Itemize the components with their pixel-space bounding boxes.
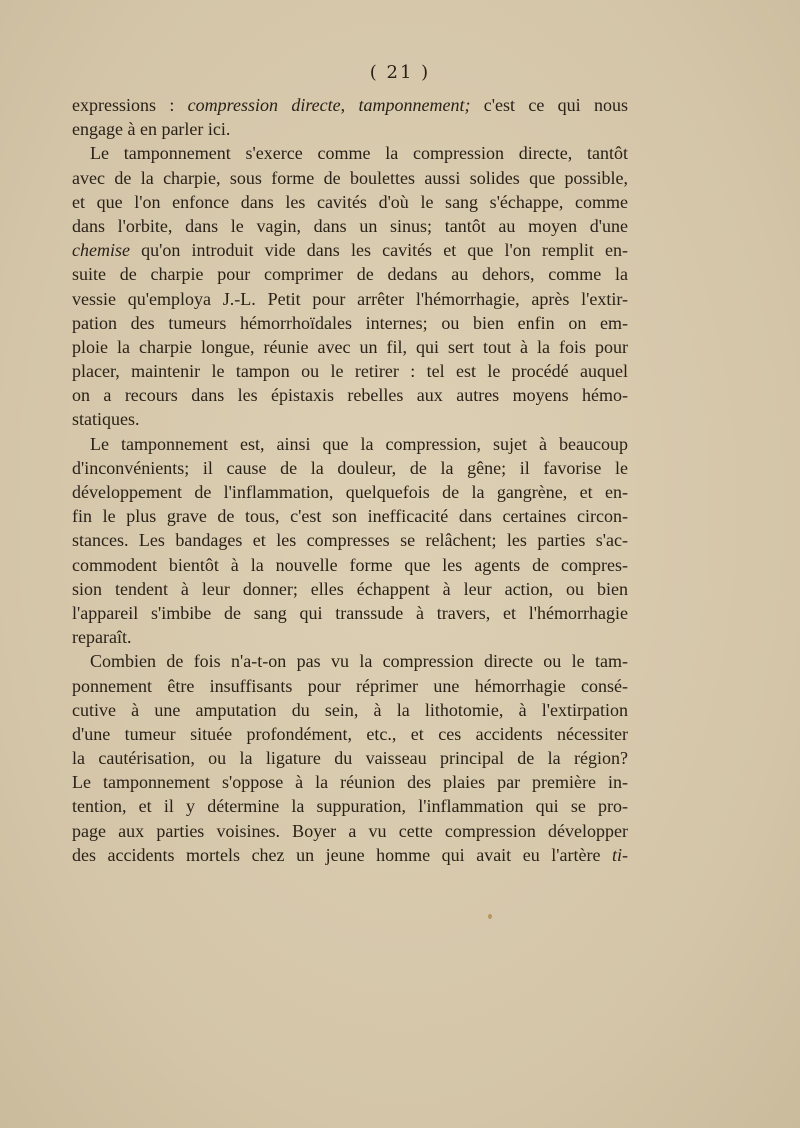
text-segment: vessie qu'employa J.-L. Petit pour arrêter l'hémorrhagie, après l'extir-	[72, 288, 628, 309]
text-line	[72, 625, 628, 649]
text-segment: Le tamponnement s'oppose à la réunion des plaies par première in-	[72, 772, 628, 793]
text-line	[72, 117, 628, 141]
text-line	[72, 722, 628, 746]
text-segment: Le tamponnement s'exerce comme la compression directe, tantôt	[90, 143, 628, 164]
italic-segment: ti-	[612, 844, 628, 865]
text-segment: ponnement être insuffisants pour réprimer une hémorrhagie consé-	[72, 675, 628, 696]
text-line	[72, 553, 628, 577]
text-line	[72, 480, 628, 504]
text-segment: qu'on introduit vide dans les cavités et que l'on remplit en-	[129, 240, 628, 261]
text-line	[72, 794, 628, 818]
italic-segment: tamponnement;	[358, 95, 471, 115]
text-segment: page aux parties voisines. Boyer a vu cette compression développer	[72, 820, 628, 841]
text-line	[72, 819, 628, 843]
text-segment: l'appareil s'imbibe de sang qui transsude à travers, et l'hémorrhagie	[72, 602, 628, 623]
text-line	[72, 238, 628, 262]
text-line	[72, 166, 628, 190]
text-segment: avec de la charpie, sous forme de boulettes aussi solides que possible,	[72, 167, 628, 188]
text-segment: ploie la charpie longue, réunie avec un fil, qui sert tout à la fois pour	[72, 336, 628, 357]
text-line	[72, 311, 628, 335]
text-line	[72, 674, 628, 698]
text-line	[72, 504, 628, 528]
text-line	[72, 698, 628, 722]
text-line	[72, 456, 628, 480]
text-segment: des accidents mortels chez un jeune homme qui avait eu l'artère	[72, 844, 612, 865]
text-line	[72, 432, 628, 456]
text-line	[72, 746, 628, 770]
italic-segment: chemise	[72, 240, 130, 261]
text-segment: développement de l'inflammation, quelquefois de la gangrène, et en-	[72, 482, 628, 502]
text-line	[72, 843, 628, 867]
text-segment: cutive à une amputation du sein, à la lithotomie, à l'extirpation	[72, 699, 628, 720]
text-segment: et que l'on enfonce dans les cavités d'où le sang s'échappe, comme	[72, 191, 628, 212]
text-segment: pation des tumeurs hémorrhoïdales internes; ou bien enfin on em-	[72, 312, 628, 333]
paper-stain	[488, 914, 492, 919]
text-line	[72, 601, 628, 625]
text-line	[72, 649, 628, 673]
text-line	[72, 770, 628, 794]
text-segment: expressions :	[72, 95, 188, 115]
text-segment: on a recours dans les épistaxis rebelles aux autres moyens hémo-	[72, 385, 628, 406]
body-text	[72, 93, 628, 867]
text-line	[72, 577, 628, 601]
text-segment: statiques.	[72, 409, 140, 430]
text-segment: la cautérisation, ou la ligature du vaisseau principal de la région?	[72, 748, 628, 769]
text-line	[72, 214, 628, 238]
text-segment: d'une tumeur située profondément, etc., et ces accidents nécessiter	[72, 723, 628, 744]
text-segment: Le tamponnement est, ainsi que la compression, sujet à beaucoup	[90, 433, 628, 454]
text-line	[72, 407, 628, 431]
text-line	[72, 262, 628, 286]
text-segment: engage à en parler ici.	[72, 119, 231, 140]
text-line	[72, 383, 628, 407]
text-segment: sion tendent à leur donner; elles échappent à leur action, ou bien	[72, 578, 628, 599]
italic-segment: compression directe	[187, 95, 341, 115]
text-line	[72, 528, 628, 552]
text-segment: suite de charpie pour comprimer de dedans au dehors, comme la	[72, 264, 628, 285]
text-segment: c'est ce qui nous	[470, 95, 628, 115]
text-segment: reparaît.	[72, 627, 132, 648]
text-segment: ,	[340, 95, 359, 115]
text-segment: tention, et il y détermine la suppuration, l'inflammation qui se pro-	[72, 796, 628, 817]
text-segment: dans l'orbite, dans le vagin, dans un sinus; tantôt au moyen d'une	[72, 215, 628, 236]
text-segment: placer, maintenir le tampon ou le retirer : tel est le procédé auquel	[72, 361, 628, 382]
text-line	[72, 93, 628, 117]
text-line	[72, 190, 628, 214]
page-number: ( 21 )	[369, 62, 431, 83]
text-line	[72, 359, 628, 383]
text-line	[72, 287, 628, 311]
text-segment: Combien de fois n'a-t-on pas vu la compression directe ou le tam-	[90, 651, 628, 672]
text-segment: stances. Les bandages et les compresses se relâchent; les parties s'ac-	[72, 530, 628, 551]
text-line	[72, 335, 628, 359]
text-segment: fin le plus grave de tous, c'est son inefficacité dans certaines circon-	[72, 506, 628, 527]
text-segment: d'inconvénients; il cause de la douleur, de la gêne; il favorise le	[72, 457, 628, 478]
text-segment: commodent bientôt à la nouvelle forme que les agents de compres-	[72, 554, 628, 575]
text-line	[72, 141, 628, 165]
